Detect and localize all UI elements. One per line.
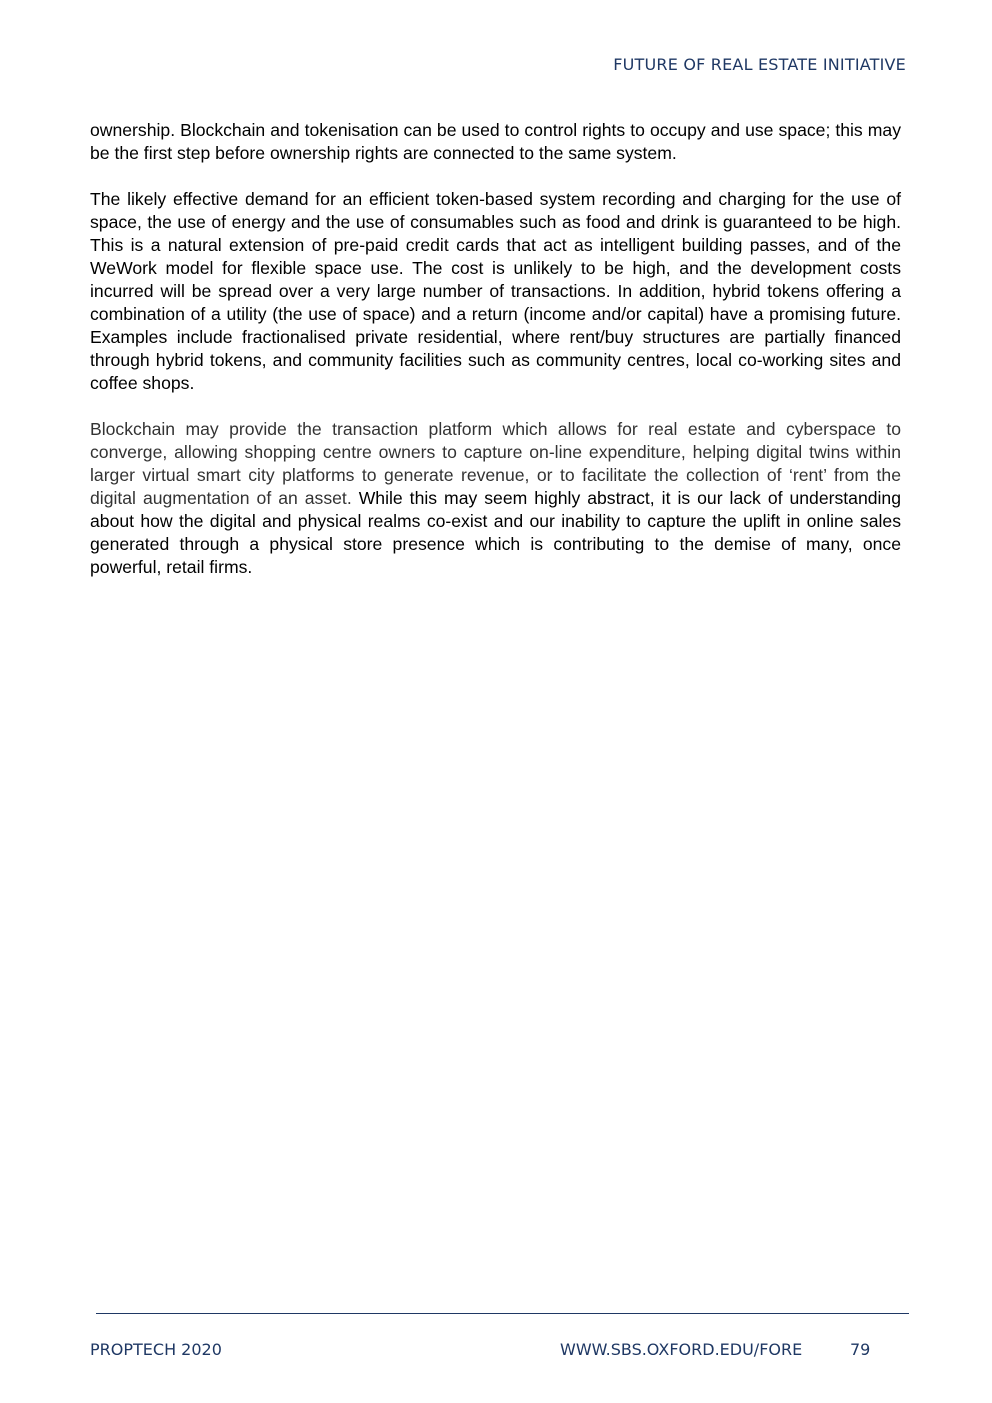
paragraph-2: The likely effective demand for an efficient token-based system recording and charging for the use of space, the use of energy and the use of consumables such as food and drink is guaranteed to be high. This is a natural extension of pre-paid credit cards that act as intelligent building passes, and of the WeWork model for flexible space use. The cost is unlikely to be high, and the development costs incurred will be spread over a very large number of transactions. In addition, hybrid tokens offering a combination of a utility (the use of space) and a return (income and/or capital) have a promising future. Examples include fractionalised private residential, where rent/buy structures are partially financed through hybrid tokens, and community facilities such as community centres, local co-working sites and coffee shops.	[90, 189, 901, 393]
running-header: FUTURE OF REAL ESTATE INITIATIVE	[613, 55, 906, 74]
paragraph-3-rest: While this may seem highly abstract, it is our lack of understanding about how the digital and physical realms co-exist and our inability to capture the uplift in online sales generated through a physical store presence which is contributing to the demise of many, once powerful, retail firms.	[90, 488, 902, 577]
footer-url: WWW.SBS.OXFORD.EDU/FORE	[560, 1340, 803, 1359]
footer-publication: PROPTECH 2020	[90, 1340, 222, 1359]
page-number: 79	[850, 1340, 871, 1359]
paragraph-1: ownership. Blockchain and tokenisation can be used to control rights to occupy and use space; this may be the first step before ownership rights are connected to the same system.	[90, 120, 901, 163]
paragraph-3-lead: Blockchain may provide the transaction platform which allows for real estate and cyberspace to converge, allowing shopping centre owners to capture on-line expenditure, helping digital twins within larger virtual smart city platforms to generate revenue, or to facilitate the collection of ‘rent’ from the digital augmentation of an asset.	[90, 419, 901, 508]
paragraph-3	[90, 418, 901, 579]
body-text	[90, 119, 901, 602]
footer-divider	[96, 1313, 909, 1314]
